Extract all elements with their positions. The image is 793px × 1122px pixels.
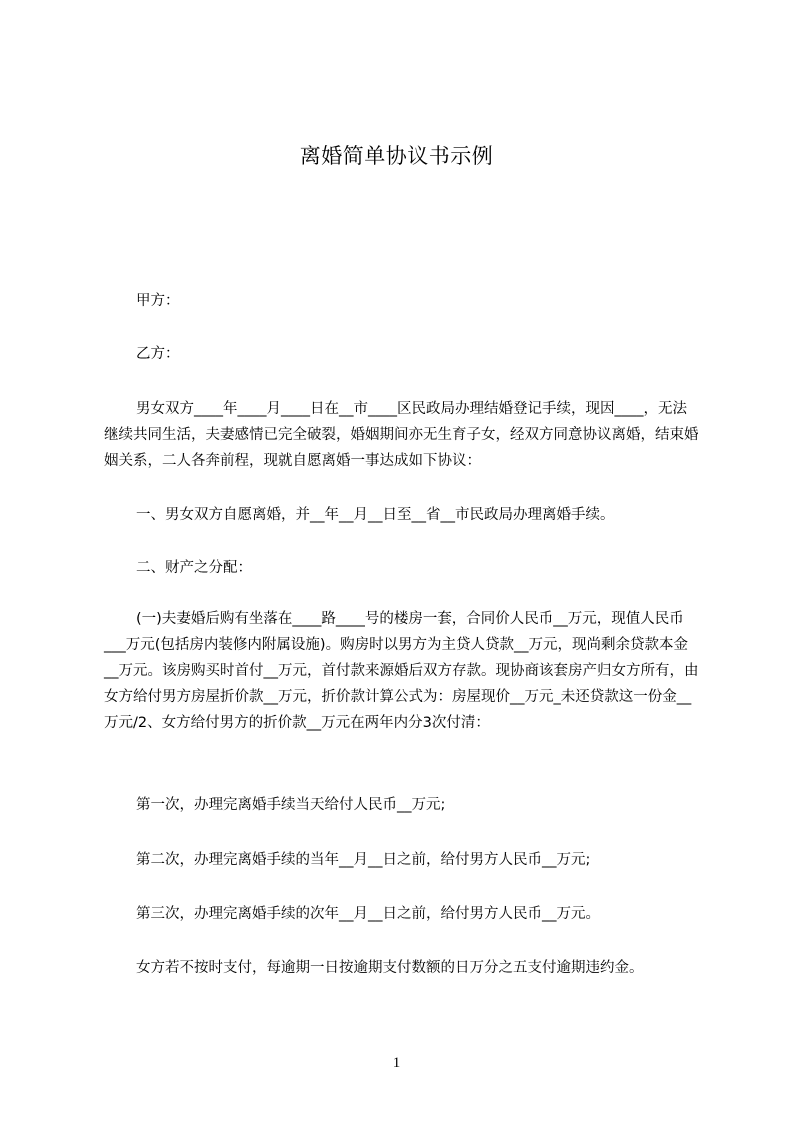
page-number: 1 [392,1055,401,1071]
clause-1: 一、男女双方自愿离婚，并__年__月__日至__省__市民政局办理离婚手续。 [136,507,615,523]
party-a-line: 甲方： [136,293,180,309]
payment-1: 第一次，办理完离婚手续当天给付人民币__万元; [136,797,446,813]
payment-3: 第三次，办理完离婚手续的次年__月__日之前，给付男方人民币__万元。 [136,906,600,922]
intro-paragraph: 男女双方____年____月____日在__市____区民政局办理结婚登记手续，现因____，无法继续共同生活，夫妻感情已完全破裂，婚姻期间亦无生育子女，经双方同意协议离婚，结束婚姻关系，二人各奔前程，现就自愿离婚一事达成如下协议： [104,401,699,469]
payment-2: 第二次，办理完离婚手续的当年__月__日之前，给付男方人民币__万元; [136,852,591,868]
penalty-paragraph: 女方若不按时支付，每逾期一日按逾期支付数额的日万分之五支付逾期违约金。 [136,960,644,976]
document-title: 离婚简单协议书示例 [299,144,494,168]
clause-2-heading: 二、财产之分配： [136,560,252,576]
clause-2-1-paragraph: (一)夫妻婚后购有坐落在____路____号的楼房一套，合同价人民币__万元，现值人民币___万元(包括房内装修内附属设施)。购房时以男方为主贷人贷款__万元，现尚剩余贷款本金__万元。该房购买时首付__万元，首付款来源婚后双方存款。现协商该套房产归女方所有，由女方给付男方房屋折价款__万元，折价款计算公式为：房屋现价__万元_未还贷款这一份金__万元/2、女方给付男方的折价款__万元在两年内分3次付清： [104,611,699,731]
party-b-line: 乙方： [136,346,180,362]
